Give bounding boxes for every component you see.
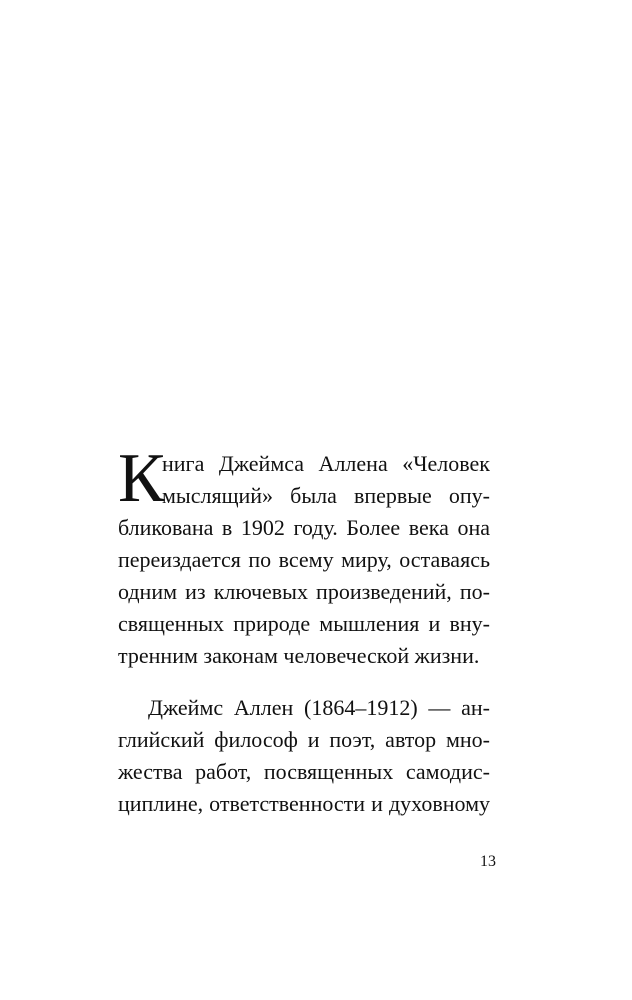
- drop-cap-letter: К: [118, 440, 165, 517]
- page-number: 13: [480, 853, 496, 870]
- paragraph-line: переиздается по всему миру, оставаясь: [118, 547, 490, 572]
- paragraph-line: циплине, ответственности и духовному: [118, 791, 490, 816]
- paragraph-1: [118, 440, 490, 672]
- paragraph-line: жества работ, посвященных самодис-: [118, 759, 490, 784]
- paragraph-line: мыслящий» была впервые опу-: [162, 483, 490, 508]
- paragraph-spacer: [118, 672, 490, 692]
- main-text: [118, 440, 490, 820]
- paragraph-2: [118, 692, 490, 820]
- paragraph-line: бликована в 1902 году. Более века она: [118, 515, 490, 540]
- paragraph-line: Джеймс Аллен (1864–1912) — ан-: [148, 695, 490, 720]
- paragraph-line: нига Джеймса Аллена «Человек: [162, 451, 490, 476]
- paragraph-line: тренним законам человеческой жизни.: [118, 643, 480, 668]
- paragraph-line: глийский философ и поэт, автор мно-: [118, 727, 490, 752]
- paragraph-line: священных природе мышления и вну-: [118, 611, 490, 636]
- paragraph-line: одним из ключевых произведений, по-: [118, 579, 490, 604]
